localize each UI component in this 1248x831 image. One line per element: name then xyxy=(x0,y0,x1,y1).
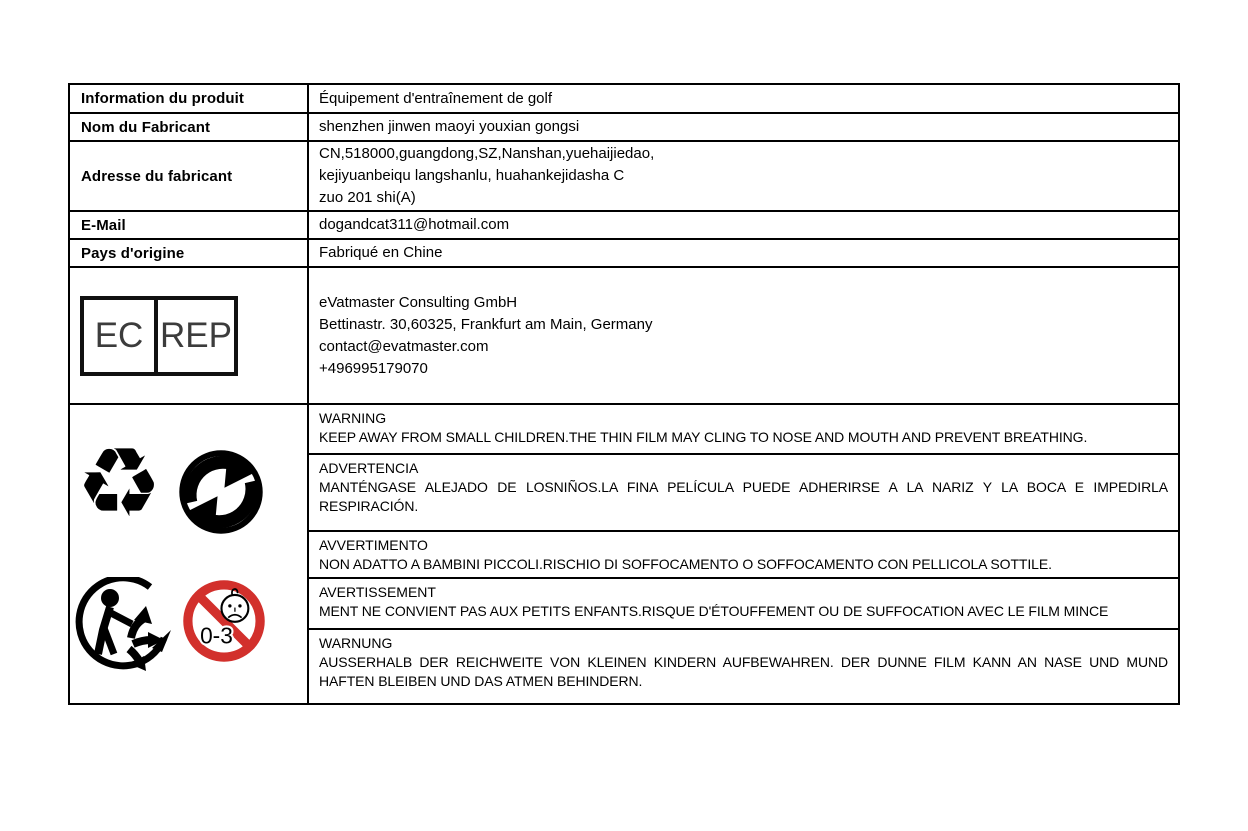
ec-rep-phone: +496995179070 xyxy=(319,359,428,377)
ec-rep-icon xyxy=(80,296,238,376)
address-line: zuo 201 shi(A) xyxy=(319,189,416,206)
address-line: kejiyuanbeiqu langshanlu, huahankejidasha C xyxy=(319,167,625,184)
row-value-manufacturer-name xyxy=(309,114,1178,140)
row-label-manufacturer-name: Nom du Fabricant xyxy=(70,114,309,140)
manufacturer-name-text: shenzhen jinwen maoyi youxian gongsi xyxy=(319,118,580,135)
compliance-icons-cell xyxy=(70,405,309,703)
row-value-country-of-origin xyxy=(309,240,1178,266)
triman-recycling-icon xyxy=(74,577,174,679)
table-row xyxy=(70,112,1178,140)
warning-block-french xyxy=(309,577,1178,628)
ec-rep-address: Bettinastr. 30,60325, Frankfurt am Main, Germany xyxy=(319,315,653,333)
warning-text: AUSSERHALB DER REICHWEITE VON KLEINEN KINDERN AUFBEWAHREN. DER DUNNE FILM KANN AN NASE UND MUND HAFTEN BLEIBEN UND DAS ATMEN BEHINDERN. xyxy=(319,654,1168,689)
address-line: CN,518000,guangdong,SZ,Nanshan,yuehaijiedao, xyxy=(319,145,655,162)
row-value-email xyxy=(309,212,1178,238)
warning-title: AVVERTIMENTO xyxy=(319,537,428,553)
table-row xyxy=(70,403,1178,703)
warning-title: ADVERTENCIA xyxy=(319,460,419,476)
warning-block-english xyxy=(309,405,1178,453)
recycling-icon: ♻ xyxy=(76,427,163,539)
warning-block-italian xyxy=(309,530,1178,577)
warning-block-german xyxy=(309,628,1178,703)
ec-rep-details xyxy=(309,268,1178,403)
product-label-table xyxy=(68,83,1180,705)
warning-text: MANTÉNGASE ALEJADO DE LOSNIÑOS.LA FINA PELÍCULA PUEDE ADHERIRSE A LA NARIZ Y LA BOCA E IMPEDIRLA RESPIRACIÓN. xyxy=(319,479,1168,514)
row-value-manufacturer-address xyxy=(309,142,1178,210)
table-row xyxy=(70,140,1178,210)
country-of-origin-text: Fabriqué en Chine xyxy=(319,244,443,261)
green-dot-icon xyxy=(178,449,264,535)
row-label-product-information: Information du produit xyxy=(70,85,309,112)
table-row xyxy=(70,210,1178,238)
email-text: dogandcat311@hotmail.com xyxy=(319,216,510,233)
ec-rep-cell xyxy=(70,268,309,403)
warning-text: NON ADATTO A BAMBINI PICCOLI.RISCHIO DI SOFFOCAMENTO O SOFFOCAMENTO CON PELLICOLA SOTTILE. xyxy=(319,556,1052,572)
table-row xyxy=(70,85,1178,112)
row-value-product-information xyxy=(309,85,1178,112)
product-information-text: Équipement d'entraînement de golf xyxy=(319,89,553,107)
warning-text: MENT NE CONVIENT PAS AUX PETITS ENFANTS.RISQUE D'ÉTOUFFEMENT OU DE SUFFOCATION AVEC LE FILM MINCE xyxy=(319,603,1109,619)
ec-rep-right-label: REP xyxy=(160,315,232,355)
ec-rep-company: eVatmaster Consulting GmbH xyxy=(319,293,518,311)
warning-title: WARNUNG xyxy=(319,635,393,651)
table-row xyxy=(70,238,1178,266)
warning-title: AVERTISSEMENT xyxy=(319,584,436,600)
warning-title: WARNING xyxy=(319,410,387,426)
age-warning-label: 0-3 xyxy=(200,622,233,649)
warnings-column xyxy=(309,405,1178,703)
warning-text: KEEP AWAY FROM SMALL CHILDREN.THE THIN FILM MAY CLING TO NOSE AND MOUTH AND PREVENT BREATHING. xyxy=(319,429,1088,445)
table-row xyxy=(70,266,1178,403)
row-label-email: E-Mail xyxy=(70,212,309,238)
warning-block-spanish xyxy=(309,453,1178,530)
ec-rep-email: contact@evatmaster.com xyxy=(319,337,489,355)
row-label-manufacturer-address: Adresse du fabricant xyxy=(70,142,309,210)
row-label-country-of-origin: Pays d'origine xyxy=(70,240,309,266)
age-warning-0-3-icon xyxy=(182,579,266,663)
ec-rep-left-label: EC xyxy=(84,300,158,372)
